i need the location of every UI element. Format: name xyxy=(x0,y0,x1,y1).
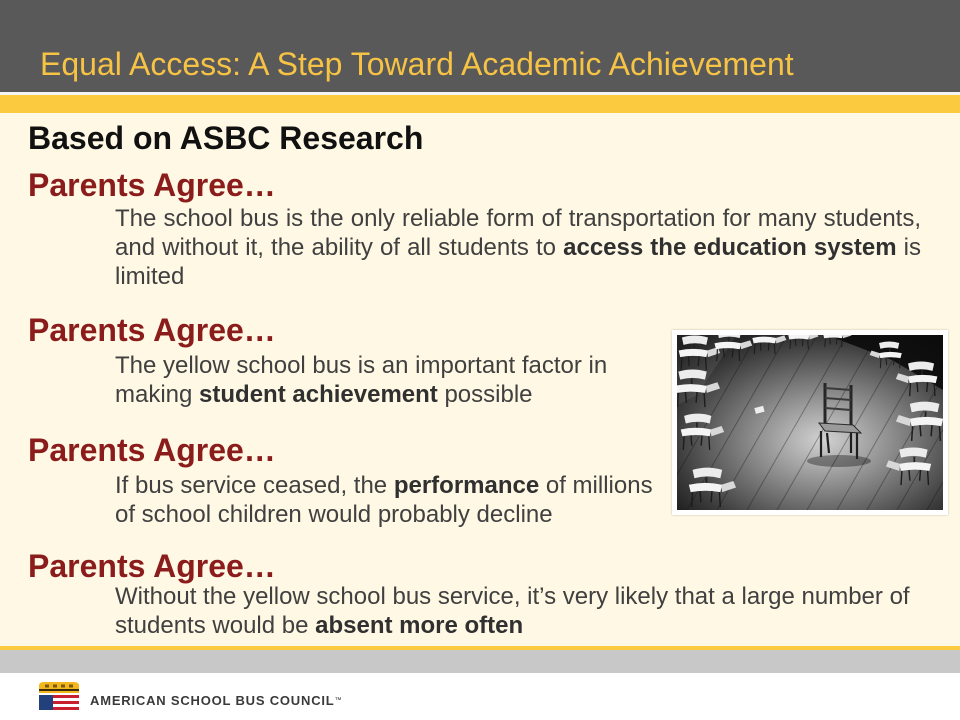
section-heading: Parents Agree… xyxy=(28,432,276,468)
text-segment: possible xyxy=(437,381,533,408)
organization-name-text: AMERICAN SCHOOL BUS COUNCIL xyxy=(90,693,335,708)
yellow-accent-band xyxy=(0,95,960,113)
text-segment: of millions of school children would probably decline xyxy=(115,472,653,528)
section-text xyxy=(115,351,665,409)
text-segment: is limited xyxy=(115,234,922,290)
bottom-gray-band xyxy=(0,650,960,673)
trademark-symbol: ™ xyxy=(334,697,342,704)
section-text xyxy=(115,471,665,529)
section-text xyxy=(115,582,921,640)
emphasis-text: access the education system xyxy=(563,234,897,261)
asbc-logo-icon xyxy=(37,681,81,716)
slide-title: Equal Access: A Step Toward Academic Achievement xyxy=(40,46,794,82)
emphasis-text: student achievement xyxy=(199,381,438,408)
emphasis-text: absent more often xyxy=(315,612,524,639)
text-segment: If bus service ceased, the xyxy=(115,472,394,499)
section-heading: Parents Agree… xyxy=(28,167,276,203)
slide-header xyxy=(0,0,960,92)
emphasis-text: performance xyxy=(393,472,540,499)
section-heading: Parents Agree… xyxy=(28,312,276,348)
section-heading: Parents Agree… xyxy=(28,548,276,584)
text-segment: The yellow school bus is an important factor in making xyxy=(115,352,608,408)
organization-name xyxy=(90,694,342,707)
text-segment: The school bus is the only reliable form of transportation for many students, and without it, the ability of all students to xyxy=(115,205,921,261)
text-segment: Without the yellow school bus service, it’s very likely that a large number of students would be xyxy=(115,583,910,639)
photo-frame xyxy=(672,330,948,515)
section-text xyxy=(115,204,921,291)
slide-subtitle: Based on ASBC Research xyxy=(28,120,424,156)
classroom-chairs-photo xyxy=(677,335,943,510)
